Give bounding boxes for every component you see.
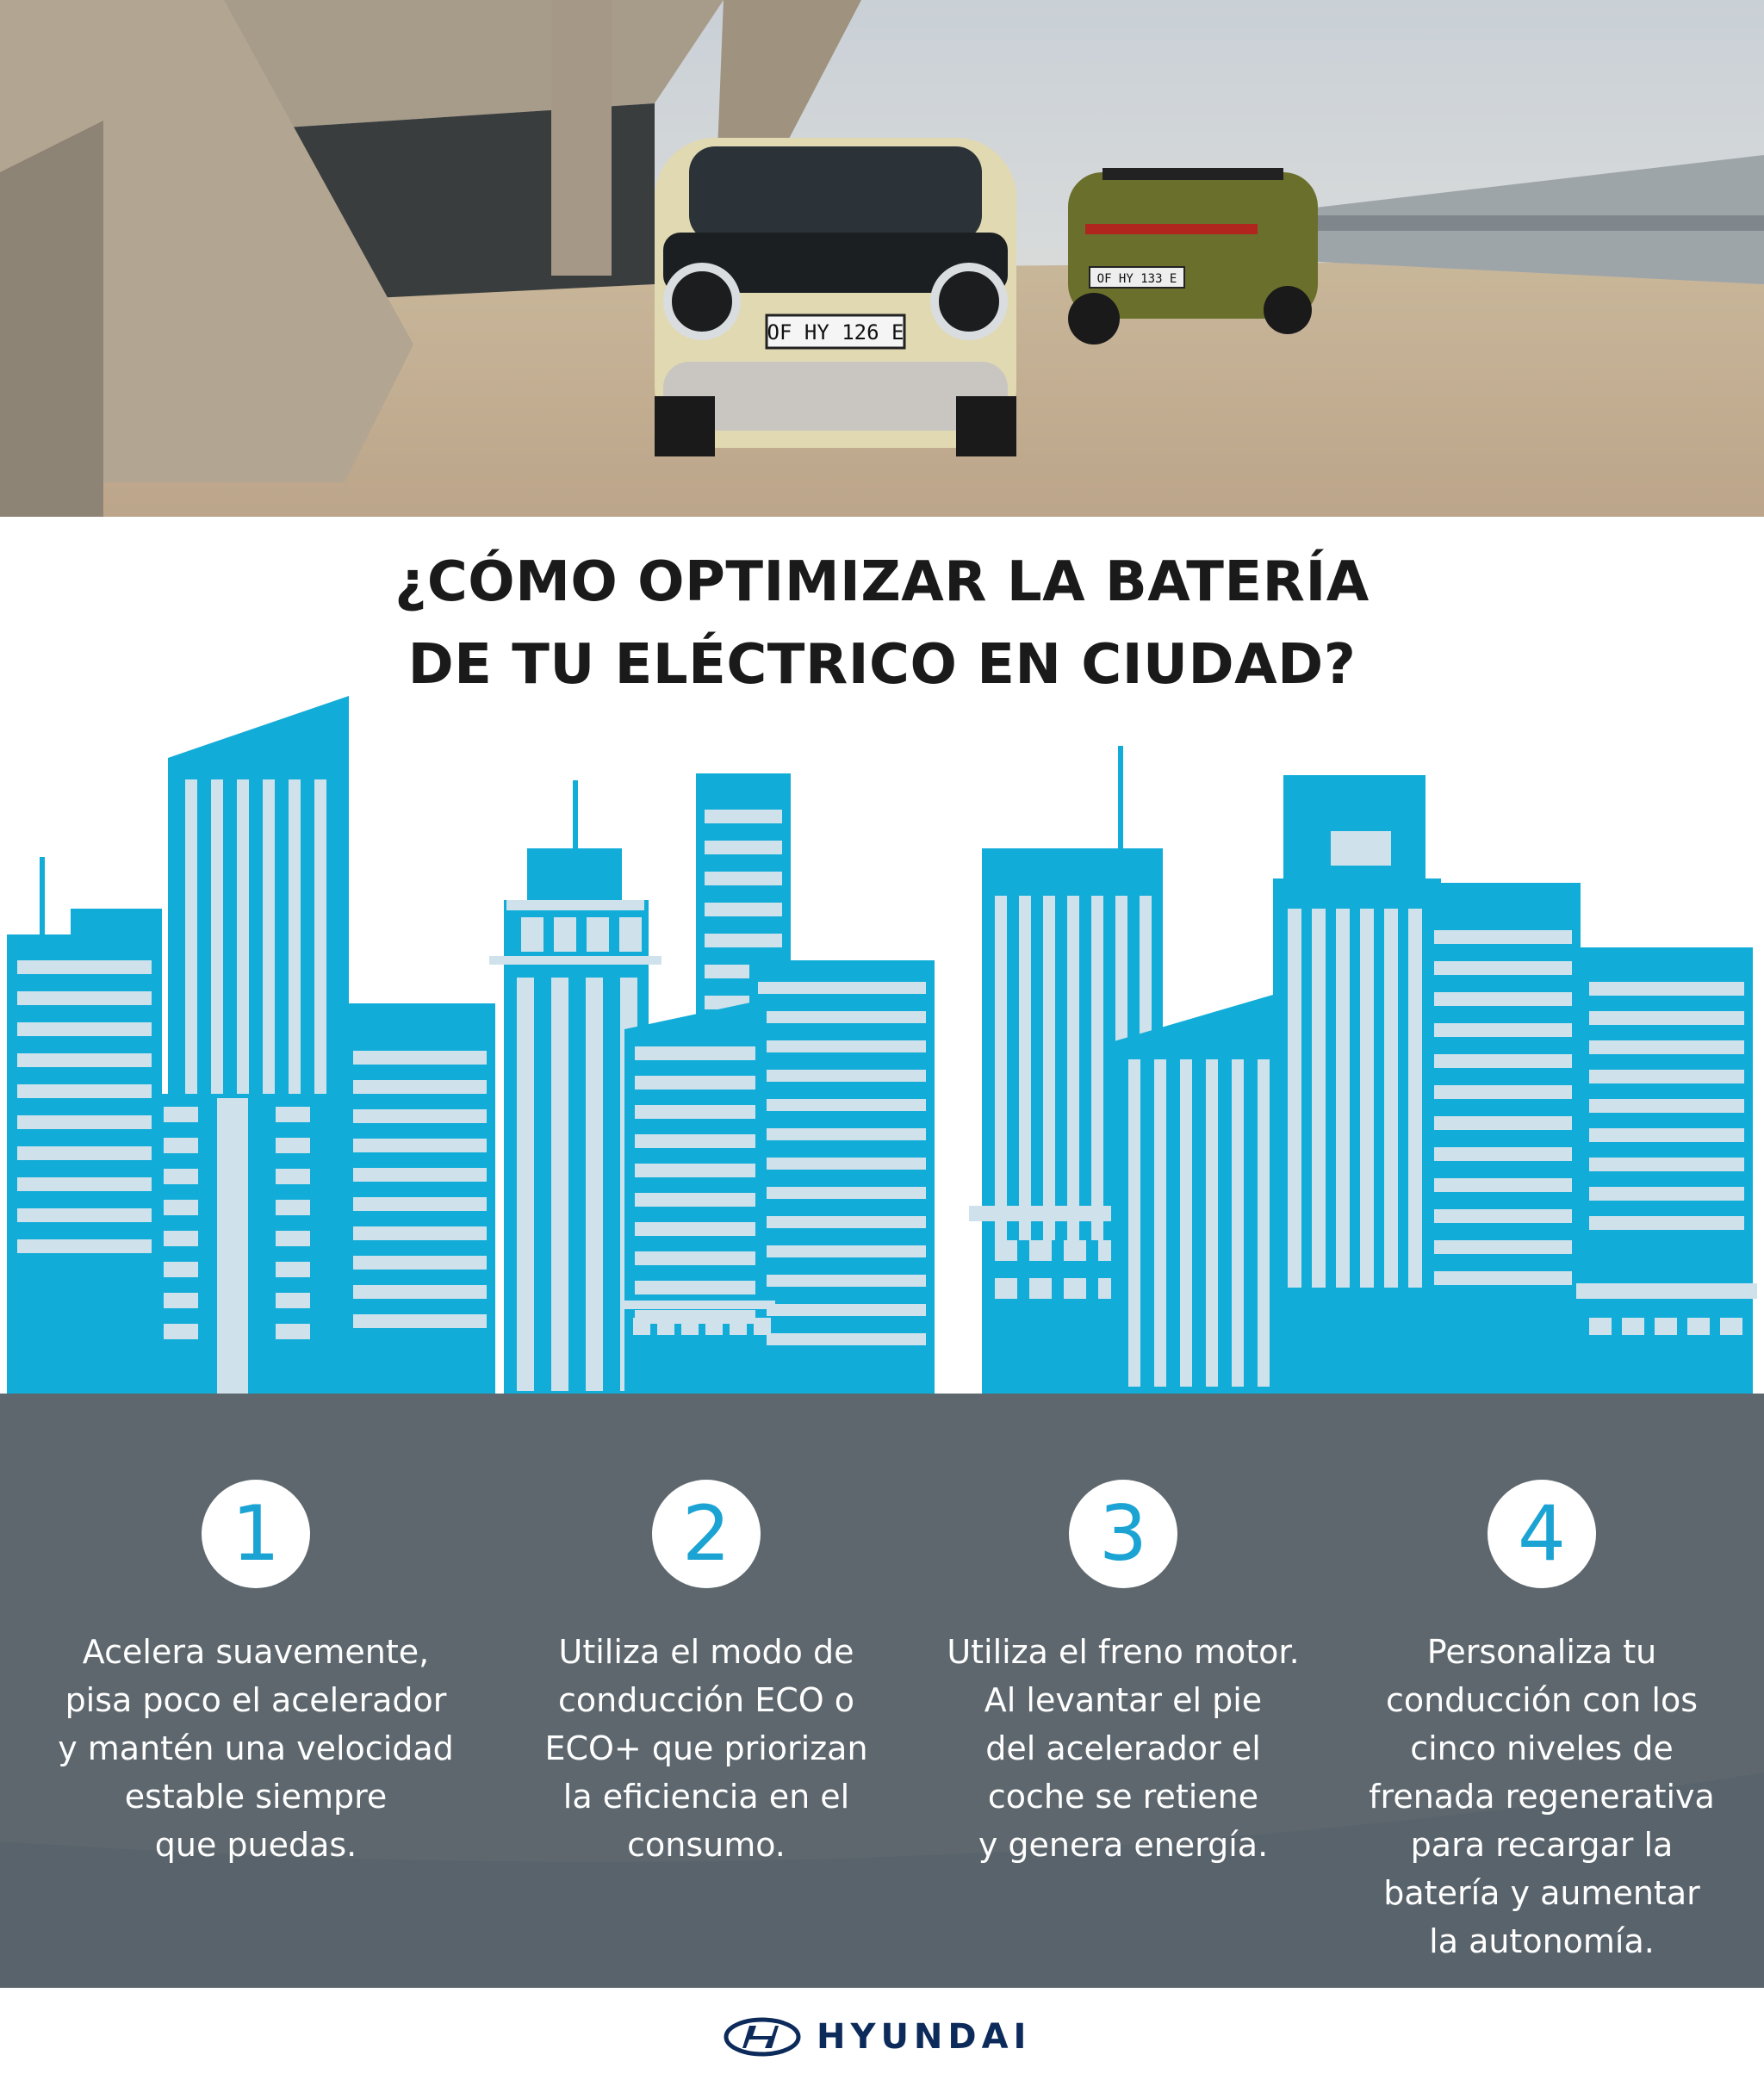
building-window	[1360, 909, 1374, 1288]
building-window	[1622, 1318, 1644, 1335]
building-window	[681, 1318, 699, 1335]
building-window	[758, 1158, 926, 1170]
building-window	[17, 1084, 152, 1098]
building-window	[17, 1146, 152, 1160]
building-window	[705, 872, 782, 885]
building-window	[1029, 1240, 1052, 1261]
building-window	[1331, 831, 1391, 866]
building-window	[276, 1231, 310, 1246]
building-window	[353, 1285, 487, 1299]
building-window	[1384, 909, 1398, 1288]
building-window	[164, 1293, 198, 1308]
step-text: Acelera suavemente, pisa poco el acelerador y mantén una velocidad estable siempre que puedas.	[58, 1633, 454, 1864]
antenna	[1118, 746, 1123, 849]
building-window	[17, 1208, 152, 1222]
building-window	[551, 978, 568, 1391]
building-window	[705, 934, 782, 947]
building-window	[635, 1281, 755, 1294]
building-window	[587, 917, 609, 952]
building-window	[635, 1105, 755, 1119]
building-window	[705, 810, 782, 823]
building-window	[353, 1139, 487, 1152]
building-window	[705, 841, 782, 854]
brand-name: HYUNDAI	[817, 2017, 1032, 2057]
building-window	[164, 1262, 198, 1277]
building-window	[1434, 1271, 1572, 1285]
building-window	[995, 1240, 1017, 1261]
building-window	[1434, 961, 1572, 975]
building-window	[1434, 930, 1572, 944]
building-window	[1589, 1070, 1744, 1083]
building-window	[730, 1318, 747, 1335]
building-window	[164, 1169, 198, 1184]
building-window	[353, 1197, 487, 1211]
building-window	[1434, 1116, 1572, 1130]
building-window	[754, 1318, 771, 1335]
building-window	[1589, 1011, 1744, 1025]
step-number-badge: 4	[1488, 1480, 1596, 1588]
antenna	[40, 857, 45, 943]
building-window	[635, 1076, 755, 1090]
building-window	[1434, 1240, 1572, 1254]
tip-step-4	[1339, 1480, 1744, 1965]
building-window	[1336, 909, 1350, 1288]
building-window	[1206, 1059, 1218, 1387]
building-window	[17, 991, 152, 1005]
building-window	[1720, 1318, 1742, 1335]
building-window	[276, 1107, 310, 1122]
building-window	[276, 1262, 310, 1277]
building-window	[353, 1109, 487, 1123]
building-window	[1258, 1059, 1270, 1387]
footer	[0, 1988, 1764, 2086]
building-window	[1687, 1318, 1710, 1335]
building-window	[758, 1275, 926, 1287]
building-window	[1434, 1147, 1572, 1161]
building-window	[1589, 1040, 1744, 1054]
building-window	[1043, 896, 1055, 1240]
building-window	[635, 1193, 755, 1207]
building-window	[1655, 1318, 1677, 1335]
building-window	[1128, 1059, 1140, 1387]
building-window	[1312, 909, 1326, 1288]
building-window	[635, 1134, 755, 1148]
building	[1576, 947, 1753, 959]
building-window	[995, 1278, 1017, 1299]
city-skyline-illustration	[0, 680, 1764, 1395]
building-ledge	[1576, 1283, 1757, 1299]
building-window	[164, 1200, 198, 1215]
building-window	[17, 1053, 152, 1067]
building-window	[758, 982, 926, 994]
building-window	[353, 1168, 487, 1182]
building-window	[1589, 1187, 1744, 1201]
building-window	[17, 1115, 152, 1129]
building-window	[276, 1324, 310, 1339]
building-window	[17, 960, 152, 974]
building-window	[705, 903, 782, 916]
building-window	[1434, 1209, 1572, 1223]
building-window	[758, 1128, 926, 1140]
building-window	[17, 1022, 152, 1036]
building-window	[1154, 1059, 1166, 1387]
building-window	[521, 917, 543, 952]
building-window	[758, 1011, 926, 1023]
building-window	[276, 1169, 310, 1184]
building-window	[164, 1138, 198, 1153]
step-number-badge: 2	[652, 1480, 761, 1588]
tip-step-3	[921, 1480, 1326, 1869]
building	[527, 848, 622, 900]
building-window	[657, 1318, 674, 1335]
building	[749, 960, 935, 1395]
building-window	[1589, 1158, 1744, 1171]
antenna	[573, 780, 578, 849]
building-ledge	[969, 1206, 1120, 1221]
building-window	[164, 1324, 198, 1339]
building-window	[1434, 1178, 1572, 1192]
building-window	[164, 1107, 198, 1122]
building-window	[17, 1239, 152, 1253]
building-window	[1434, 1085, 1572, 1099]
step-text: Personaliza tu conducción con los cinco niveles de frenada regenerativa para recargar la batería y aumentar la autonomía.	[1369, 1633, 1715, 1960]
building-ledge	[620, 1301, 775, 1309]
building-window	[1232, 1059, 1244, 1387]
building-ledge	[489, 956, 662, 965]
building-window	[1029, 1278, 1052, 1299]
building-window	[353, 1256, 487, 1270]
tip-step-2	[504, 1480, 909, 1869]
building-window	[1019, 896, 1031, 1240]
step-number-badge: 1	[202, 1480, 310, 1588]
building-window	[1064, 1240, 1086, 1261]
building-window	[164, 1231, 198, 1246]
building-window	[705, 1318, 723, 1335]
building-window	[217, 1098, 248, 1395]
building-window	[758, 1040, 926, 1052]
building-window	[1434, 992, 1572, 1006]
hyundai-logo[interactable]	[724, 2017, 1031, 2057]
building-window	[517, 978, 534, 1391]
building-window	[1408, 909, 1422, 1288]
building-window	[1589, 1128, 1744, 1142]
building-window	[635, 1222, 755, 1236]
building-window	[1180, 1059, 1192, 1387]
step-number-badge: 3	[1069, 1480, 1177, 1588]
building-window	[758, 1216, 926, 1228]
building-window	[1091, 896, 1103, 1240]
building-window	[1288, 909, 1301, 1288]
building-window	[758, 1187, 926, 1199]
building-window	[1589, 982, 1744, 996]
building-window	[1067, 896, 1079, 1240]
building-window	[353, 1080, 487, 1094]
building-window	[353, 1051, 487, 1065]
building-window	[1589, 1318, 1612, 1335]
building-window	[1589, 1099, 1744, 1113]
title-line-2: DE TU ELÉCTRICO EN CIUDAD?	[407, 633, 1357, 697]
building-window	[758, 1333, 926, 1345]
title-line-1: ¿CÓMO OPTIMIZAR LA BATERÍA	[394, 550, 1370, 614]
building-window	[276, 1293, 310, 1308]
rear-plate: OF HY 133 E	[1096, 272, 1177, 286]
building-ledge	[506, 900, 644, 910]
building-window	[633, 1318, 650, 1335]
step-text: Utiliza el freno motor. Al levantar el pie del acelerador el coche se retiene y genera energía.	[947, 1633, 1300, 1864]
building-window	[758, 1099, 926, 1111]
hero-photo	[0, 0, 1764, 517]
building-window	[635, 1046, 755, 1060]
building-window	[635, 1251, 755, 1265]
building-window	[353, 1314, 487, 1328]
building-window	[1434, 1054, 1572, 1068]
building-window	[276, 1138, 310, 1153]
building	[1425, 883, 1581, 1395]
building-window	[758, 1245, 926, 1257]
building-window	[995, 896, 1007, 1240]
step-text: Utiliza el modo de conducción ECO o ECO+ que priorizan la eficiencia en el consumo.	[544, 1633, 868, 1864]
tip-step-1	[53, 1480, 458, 1869]
front-plate: OF HY 126 E	[767, 320, 904, 345]
building-window	[1434, 1023, 1572, 1037]
building-window	[758, 1304, 926, 1316]
building-window	[353, 1226, 487, 1240]
hyundai-logo-icon	[724, 2017, 801, 2057]
building-window	[758, 1070, 926, 1082]
building-window	[635, 1164, 755, 1177]
building-window	[276, 1200, 310, 1215]
hero-illustration	[0, 0, 1764, 517]
building-window	[619, 917, 642, 952]
building-window	[1589, 1216, 1744, 1230]
building	[71, 909, 162, 943]
building-window	[1064, 1278, 1086, 1299]
building-window	[586, 978, 603, 1391]
building-window	[17, 1177, 152, 1191]
building-window	[554, 917, 576, 952]
